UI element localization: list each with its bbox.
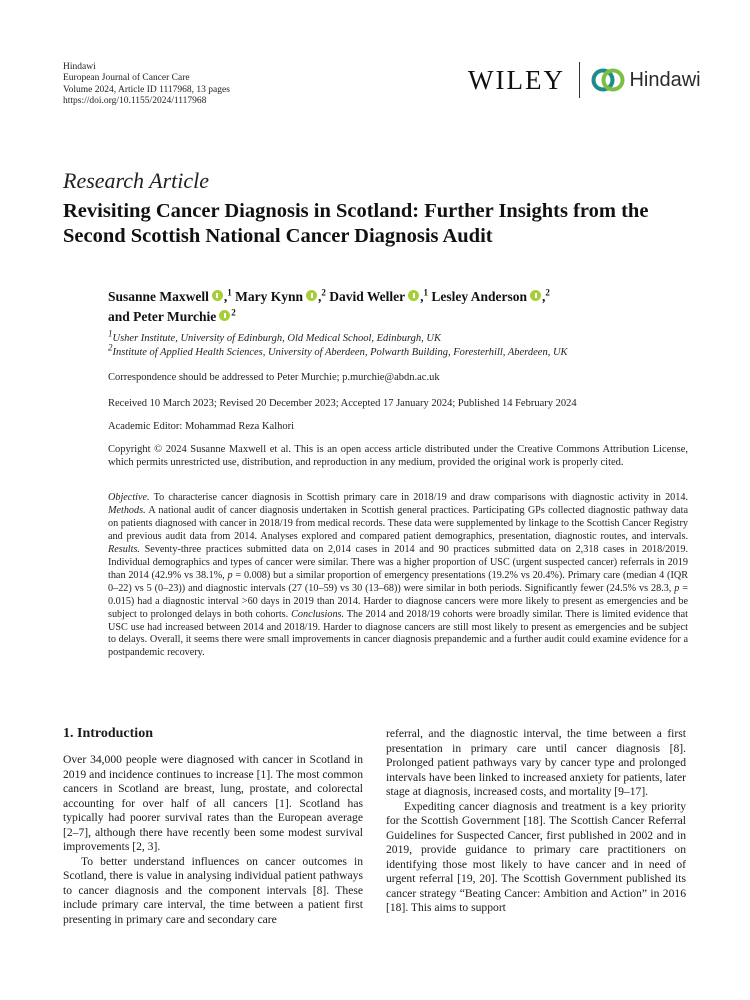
- author-line-2: [108, 307, 668, 327]
- journal-metadata: [63, 62, 230, 108]
- author-affiliation-mark: 1: [227, 287, 232, 298]
- affiliation-number: 1: [108, 328, 113, 339]
- section-heading: 1. Introduction: [63, 726, 153, 741]
- orcid-icon[interactable]: [530, 290, 541, 301]
- author-name[interactable]: Peter Murchie: [133, 309, 217, 324]
- logo-divider: [579, 62, 581, 98]
- abstract-methods: A national audit of cancer diagnosis undertaken in Scottish general practices. Participating GPs collected diagnostic pathway data on patients diagnosed with cancer in 2018/19 from medical records. These data were supplemented by linkage to the Scottish Cancer Registry and previous audit data from 2014. Analyses explored and compared patient demographics, presentation, diagnostic routes, and intervals.: [108, 504, 688, 542]
- p-value-symbol: p: [674, 582, 680, 594]
- doi-link[interactable]: https://doi.org/10.1155/2024/1117968: [63, 96, 207, 107]
- correspondence: Correspondence should be addressed to Peter Murchie; p.murchie@abdn.ac.uk: [108, 372, 440, 383]
- author-name[interactable]: Susanne Maxwell: [108, 289, 209, 304]
- body-column-left: [63, 726, 363, 927]
- affiliation-item: [108, 328, 568, 346]
- affiliation-number: 2: [108, 342, 113, 353]
- affiliations: [108, 328, 568, 360]
- publication-dates: Received 10 March 2023; Revised 20 December 2023; Accepted 17 January 2024; Published 14 February 2024: [108, 398, 577, 409]
- copyright-notice: Copyright © 2024 Susanne Maxwell et al. This is an open access article distributed under the Creative Commons Attribution License, which permits unrestricted use, distribution, and reproduction in any medium, provided the original work is properly cited.: [108, 444, 688, 468]
- affiliation-item: [108, 342, 568, 360]
- article-type: Research Article: [63, 168, 210, 193]
- author-affiliation-mark: 2: [545, 287, 550, 298]
- publisher-logos: [468, 60, 701, 100]
- orcid-icon[interactable]: [219, 310, 230, 321]
- journal-name: European Journal of Cancer Care: [63, 73, 190, 84]
- abstract-results-label: Results.: [108, 543, 140, 555]
- body-paragraph: To better understand influences on cancer outcomes in Scotland, there is value in analysing individual patient pathways to cancer diagnosis and the component intervals [8]. These include primary care interval, the time between a patient first presenting in primary care and secondary care: [63, 854, 363, 926]
- hindawi-logo-text: Hindawi: [629, 68, 701, 91]
- abstract-results: = 0.015) had a diagnostic interval >60 days in 2019 than 2014. Harder to diagnose cancers were more likely to present as emergencies and be subject to prolonged delays in both cohorts.: [108, 582, 688, 620]
- author-affiliation-mark: 2: [231, 307, 236, 318]
- p-value-symbol: p: [227, 569, 233, 581]
- author-name[interactable]: David Weller: [329, 289, 406, 304]
- academic-editor: Academic Editor: Mohammad Reza Kalhori: [108, 421, 295, 432]
- wiley-logo: WILEY: [468, 64, 565, 95]
- author-name[interactable]: Lesley Anderson: [431, 289, 528, 304]
- orcid-icon[interactable]: [408, 290, 419, 301]
- author-affiliation-mark: 2: [321, 287, 326, 298]
- affiliation-text: Institute of Applied Health Sciences, University of Aberdeen, Polwarth Building, Foresterhill, Aberdeen, UK: [112, 347, 568, 358]
- article-title: [63, 199, 693, 249]
- abstract-methods-label: Methods.: [108, 504, 146, 516]
- author-name[interactable]: Mary Kynn: [235, 289, 304, 304]
- author-affiliation-mark: 1: [423, 287, 429, 298]
- abstract-objective-label: Objective.: [108, 492, 150, 503]
- hindawi-logo-icon: [591, 67, 625, 93]
- orcid-icon[interactable]: [306, 290, 317, 301]
- abstract-conclusions: The 2014 and 2018/19 cohorts were broadly similar. There is limited evidence that USC use had increased between 2014 and 2018/19. Harder to diagnose cancers are still most likely to present as emergencies and be subject to delays. Overall, it seems there were small improvements in cancer diagnosis prepandemic and a further audit could examine evidence for a postpandemic recovery.: [108, 608, 689, 659]
- orcid-icon[interactable]: [212, 290, 223, 301]
- abstract: [108, 492, 688, 660]
- abstract-objective: To characterise cancer diagnosis in Scottish primary care in 2018/19 and draw comparisons with diagnostic activity in 2014.: [149, 492, 688, 503]
- body-column-right: [386, 727, 686, 916]
- body-paragraph: referral, and the diagnostic interval, the time between a first presentation in primary care until cancer diagnosis [8]. Prolonged patient pathways vary by cancer type and prolonged intervals have been linked to increased anxiety for patients, later stage at diagnosis, increased costs, and mortality [9–17].: [386, 727, 686, 798]
- volume-line: Volume 2024, Article ID 1117968, 13 pages: [63, 84, 230, 95]
- abstract-conclusions-label: Conclusions.: [291, 608, 345, 620]
- affiliation-text: Usher Institute, University of Edinburgh, Old Medical School, Edinburgh, UK: [112, 333, 441, 344]
- author-line-1: Susanne Maxwell ,$^1$ Mary Kynn ,$^2$ David Weller ,$^1$ Lesley Anderson ,$^2$: [108, 287, 550, 304]
- body-paragraph: Over 34,000 people were diagnosed with cancer in Scotland in 2019 and incidence continues to increase [1]. The most common cancers in Scotland are breast, lung, prostate, and colorectal accounting for over half of all cancers [1]. Scotland has typically had poorer survival rates than the European average [2–7], although there have recently been some modest survival improvements [2, 3].: [63, 753, 363, 853]
- author-and: and: [108, 309, 130, 324]
- body-paragraph: Expediting cancer diagnosis and treatment is a key priority for the Scottish Government [18]. The Scottish Cancer Referral Guidelines for Suspected Cancer, first published in 2002 and in 2019, provide guidance to primary care practitioners on identifying those most likely to have cancer and in need of urgent referral [19, 20]. The Scottish Government published its cancer strategy “Beating Cancer: Ambition and Action” in 2016 [18]. This aims to support: [386, 799, 686, 914]
- title-line-2: Second Scottish National Cancer Diagnosis Audit: [63, 225, 493, 247]
- abstract-results: = 0.008) but a similar proportion of emergency presentations (19.2% vs 20.4%). Primary care (median 4 (IQR 0–22) vs 5 (0–23)) and diagnostic intervals (27 (10–59) vs 30 (13–68)) were similar in both periods. Significantly fewer (24.5% vs 28.3,: [108, 569, 688, 594]
- title-line-1: Revisiting Cancer Diagnosis in Scotland: Further Insights from the: [63, 200, 649, 222]
- publisher-name: Hindawi: [63, 62, 96, 72]
- abstract-results: Seventy-three practices submitted data on 2,014 cases in 2014 and 90 practices submitted data on 2,318 cases in 2018/2019. Individual demographics and types of cancer were similar. There was a higher proportion of USC (urgent suspected cancer) referrals in 2019 than 2014 (42.9% vs 38.1%,: [108, 543, 688, 581]
- author-list: [108, 287, 668, 327]
